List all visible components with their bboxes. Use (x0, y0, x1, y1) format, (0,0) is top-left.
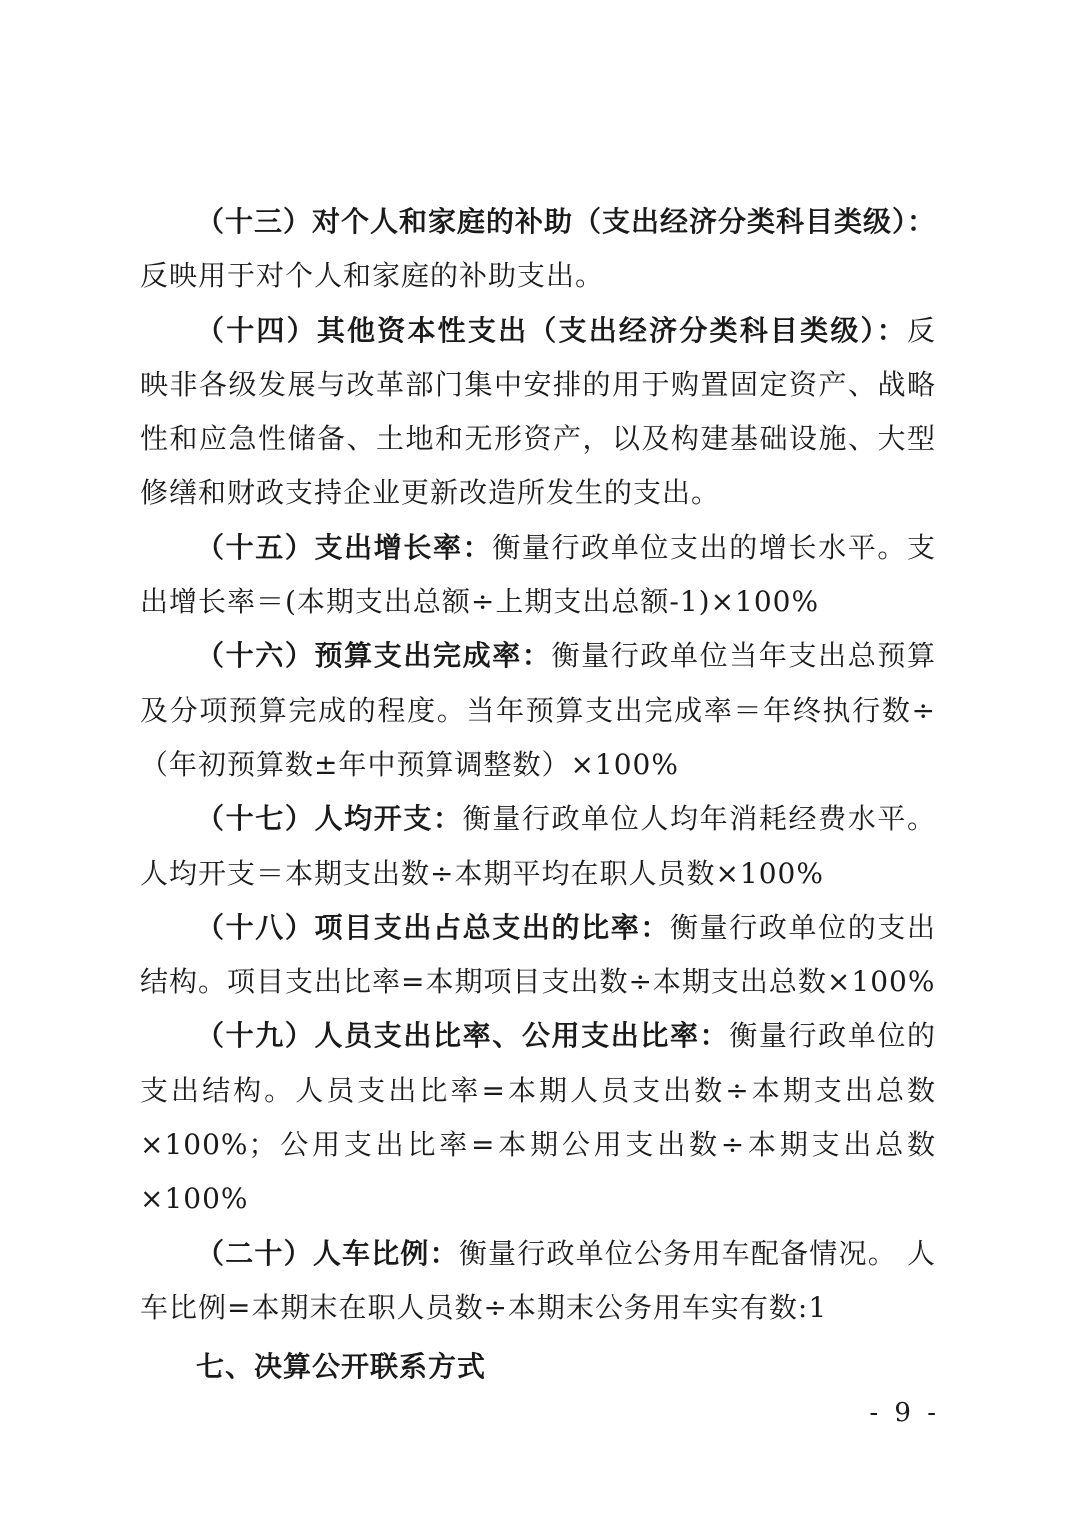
definition-14: 反映非各级发展与改革部门集中安排的用于购置固定资产、战略性和应急性储备、土地和无形资产，以及构建基础设施、大型修缮和财政支持企业更新改造所发生的支出。 (140, 313, 936, 510)
term-19: （十九）人员支出比率、公用支出比率： (196, 1019, 730, 1053)
term-17: （十七）人均开支： (196, 802, 463, 836)
definition-16: 衡量行政单位当年支出总预算及分项预算完成的程度。当年预算支出完成率＝年终执行数÷（年初预算数±年中预算调整数）×100% (140, 639, 936, 781)
term-18: （十八）项目支出占总支出的比率： (196, 910, 670, 944)
term-15: （十五）支出增长率： (196, 530, 493, 564)
paragraph-14 (140, 304, 936, 521)
paragraph-15 (140, 521, 936, 630)
definition-17: 衡量行政单位人均年消耗经费水平。人均开支＝本期支出数÷本期平均在职人员数×100% (140, 802, 936, 890)
paragraph-16 (140, 629, 936, 792)
term-16: （十六）预算支出完成率： (196, 639, 552, 673)
term-13: （十三）对个人和家庭的补助（支出经济分类科目类级）： (196, 205, 937, 238)
definition-20: 衡量行政单位公务用车配备情况。 人车比例=本期末在职人员数÷本期末公务用车实有数:1 (140, 1236, 936, 1324)
page-number: - 9 - (869, 1398, 940, 1428)
definition-19: 衡量行政单位的支出结构。人员支出比率=本期人员支出数÷本期支出总数×100%；公用支出比率=本期公用支出数÷本期支出总数×100% (140, 1019, 936, 1216)
definition-13: 反映用于对个人和家庭的补助支出。 (140, 259, 605, 293)
paragraph-18 (140, 901, 936, 1010)
term-14: （十四）其他资本性支出（支出经济分类科目类级）： (196, 313, 907, 347)
paragraph-20 (140, 1227, 936, 1336)
definition-15: 衡量行政单位支出的增长水平。支出增长率＝(本期支出总额÷上期支出总额-1)×100% (140, 530, 936, 619)
paragraph-19 (140, 1009, 936, 1226)
paragraph-13 (140, 195, 936, 304)
definition-18: 衡量行政单位的支出结构。项目支出比率=本期项目支出数÷本期支出总数×100% (140, 910, 936, 999)
document-body (140, 195, 936, 1397)
term-20: （二十）人车比例： (196, 1236, 459, 1270)
section-heading: 七、决算公开联系方式 (196, 1350, 487, 1384)
paragraph-17 (140, 792, 936, 901)
